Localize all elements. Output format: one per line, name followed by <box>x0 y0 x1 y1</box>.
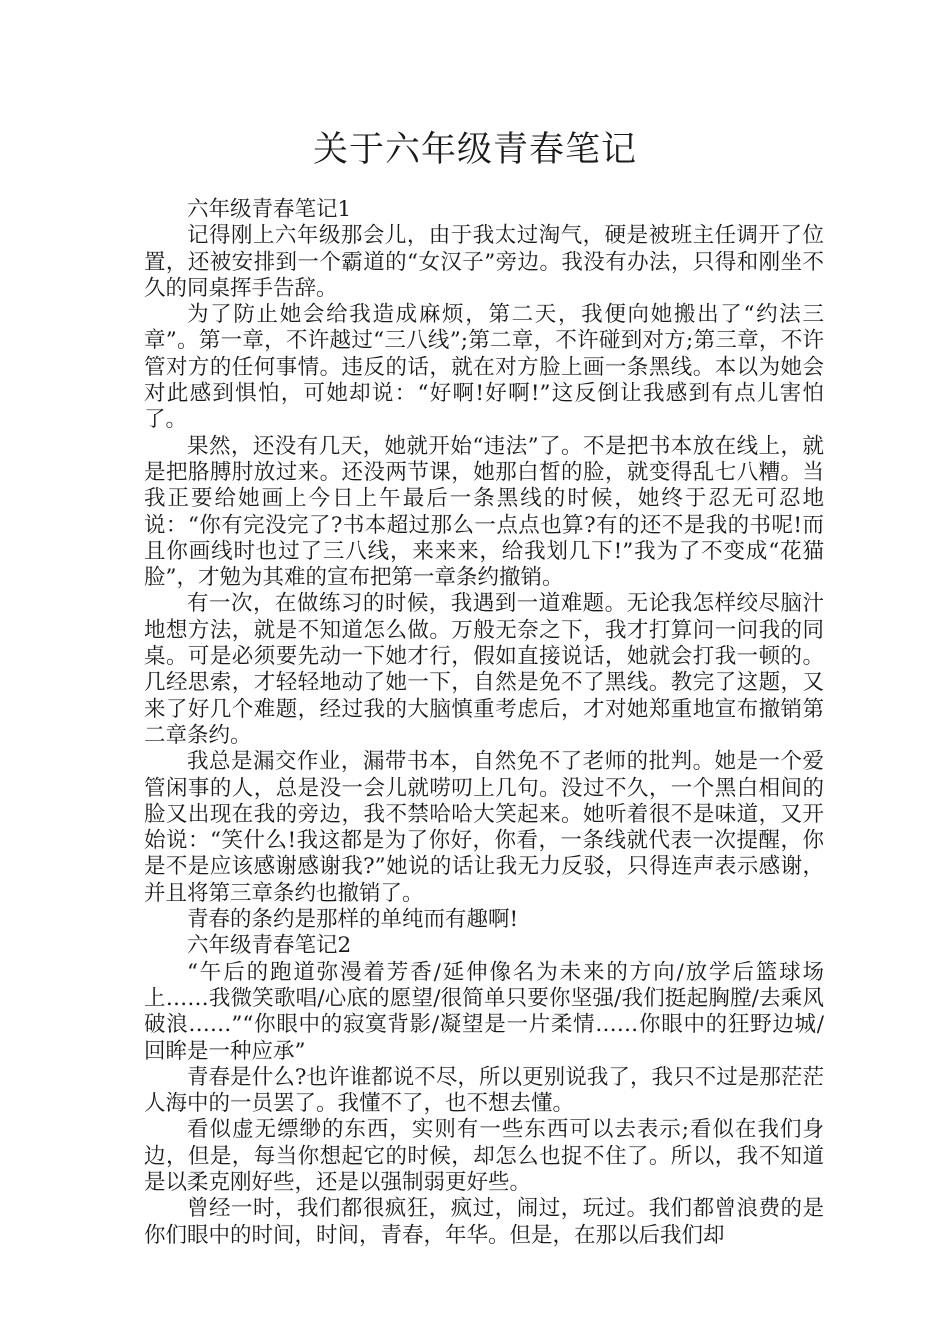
paragraph: 果然，还没有几天，她就开始“违法”了。不是把书本放在线上，就是把胳膊肘放过来。还没两节课，她那白皙的脸，就变得乱七八糟。当我正要给她画上今日上午最后一条黑线的时候，她终于忍无可忍地说：“你有完没完了?书本超过那么一点点也算?有的还不是我的书呢!而且你画线时也过了三八线，来来来，给我划几下!”我为了不变成“花猫脸”，才勉为其难的宣布把第一章条约撤销。 <box>144 433 824 591</box>
document-title: 关于六年级青春笔记 <box>312 130 637 170</box>
paragraph: 青春是什么?也许谁都说不尽，所以更别说我了，我只不过是那茫茫人海中的一员罢了。我懂不了，也不想去懂。 <box>144 1064 824 1117</box>
document-body <box>144 197 824 1249</box>
paragraph: “午后的跑道弥漫着芳香/延伸像名为未来的方向/放学后篮球场上……我微笑歌唱/心底的愿望/很简单只要你坚强/我们挺起胸膛/去乘风破浪……”“你眼中的寂寞背影/凝望是一片柔情……你眼中的狂野边城/回眸是一种应承” <box>144 959 824 1064</box>
section-heading-1: 六年级青春笔记1 <box>187 197 352 222</box>
section-heading-2: 六年级青春笔记2 <box>187 933 352 959</box>
paragraph: 为了防止她会给我造成麻烦，第二天，我便向她搬出了“约法三章”。第一章，不许越过“三八线”;第二章，不许碰到对方;第三章，不许管对方的任何事情。违反的话，就在对方脸上画一条黑线。本以为她会对此感到惧怕，可她却说：“好啊!好啊!”这反倒让我感到有点儿害怕了。 <box>144 302 824 433</box>
paragraph: 有一次，在做练习的时候，我遇到一道难题。无论我怎样绞尽脑汁地想方法，就是不知道怎么做。万般无奈之下，我才打算问一问我的同桌。可是必须要先动一下她才行，假如直接说话，她就会打我一顿的。几经思索，才轻轻地动了她一下，自然是免不了黑线。教完了这题，又来了好几个难题，经过我的大脑慎重考虑后，才对她郑重地宣布撤销第二章条约。 <box>144 591 824 748</box>
paragraph: 记得刚上六年级那会儿，由于我太过淘气，硬是被班主任调开了位置，还被安排到一个霸道的“女汉子”旁边。我没有办法，只得和刚坐不久的同桌挥手告辞。 <box>144 223 824 301</box>
paragraph: 看似虚无缥缈的东西，实则有一些东西可以去表示;看似在我们身边，但是，每当你想起它的时候，却怎么也捉不住了。所以，我不知道是以柔克刚好些，还是以强制弱更好些。 <box>144 1117 824 1195</box>
paragraph: 曾经一时，我们都很疯狂，疯过，闹过，玩过。我们都曾浪费的是你们眼中的时间，时间，青春，年华。但是，在那以后我们却 <box>144 1196 824 1248</box>
paragraph: 青春的条约是那样的单纯而有趣啊! <box>187 907 519 933</box>
paragraph: 我总是漏交作业，漏带书本，自然免不了老师的批判。她是一个爱管闲事的人，总是没一会儿就唠叨上几句。没过不久，一个黑白相间的脸又出现在我的旁边，我不禁哈哈大笑起来。她听着很不是味道，又开始说：“笑什么!我这都是为了你好，你看，一条线就代表一次提醒，你是不是应该感谢感谢我?”她说的话让我无力反驳，只得连声表示感谢，并且将第三章条约也撤销了。 <box>144 749 824 906</box>
